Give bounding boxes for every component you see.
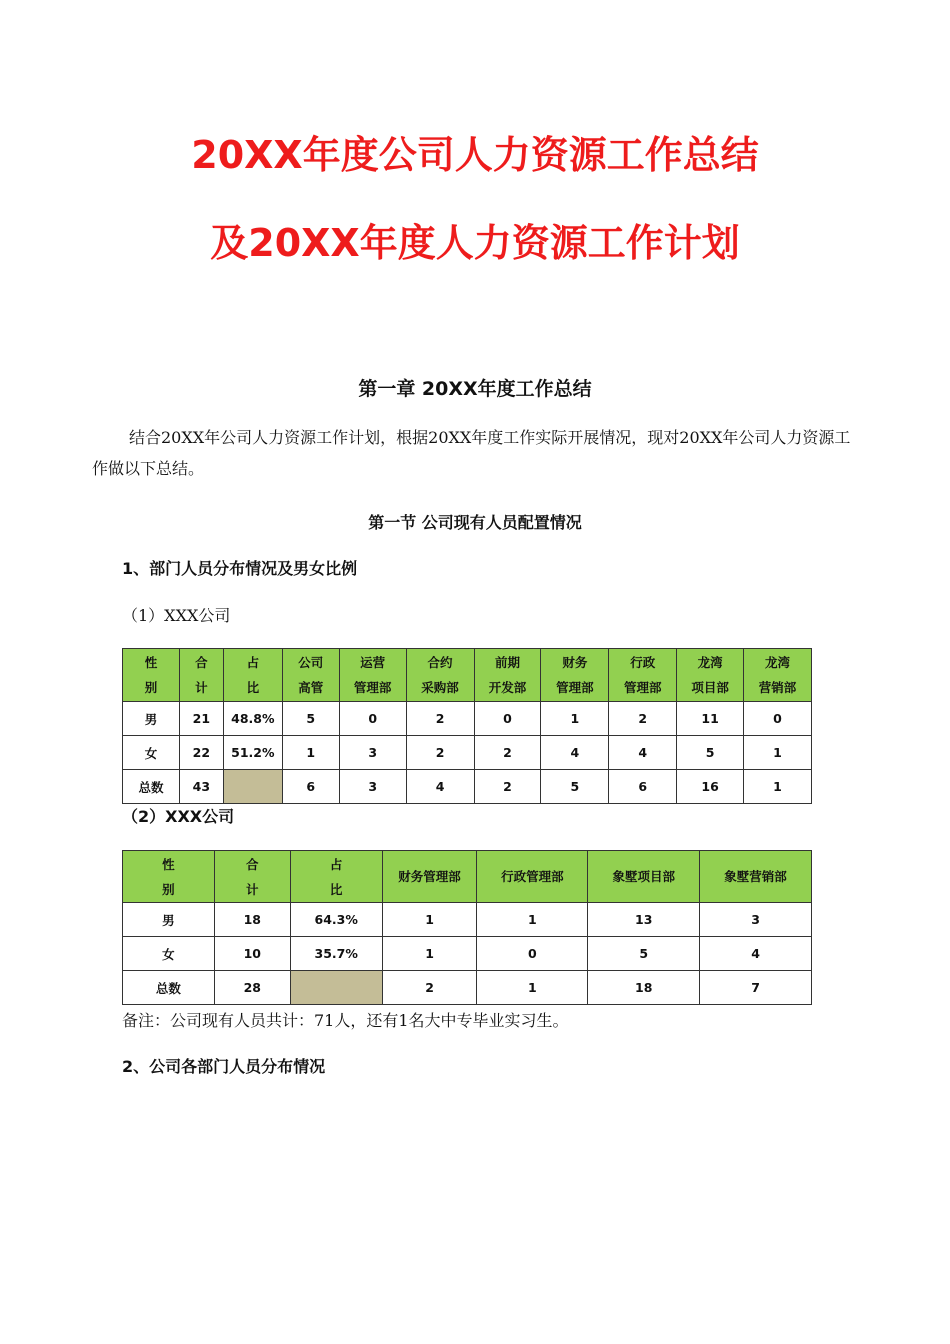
table-cell: 2 [474,770,541,804]
table-cell: 35.7% [290,937,382,971]
header-text: 性 [144,655,158,670]
table-cell: 2 [406,736,474,770]
header-text: 前期 [494,655,520,670]
table-cell: 3 [700,903,812,937]
table-row [123,770,812,804]
table-cell [223,770,282,804]
table-cell: 1 [744,736,812,770]
header-text: 开发部 [488,680,527,695]
table-cell: 16 [677,770,744,804]
header-text: 财务 [562,655,588,670]
header-text: 行政 [630,655,656,670]
table-cell: 1 [382,937,477,971]
header-cell [588,851,700,903]
header-cell [179,649,223,702]
header-text: 龙湾 [697,655,723,670]
header-text: 龙湾 [765,655,791,670]
header-text: 别 [144,680,158,695]
table-cell: 5 [541,770,609,804]
header-cell [282,649,339,702]
header-text: 高管 [298,680,324,695]
header-text: 营销部 [758,680,797,695]
header-text: 性 [162,856,175,872]
header-text: 管理部 [623,680,662,695]
header-text: 比 [329,881,343,897]
table-cell: 1 [477,971,588,1005]
table-cell: 5 [588,937,700,971]
header-cell [382,851,477,903]
table-cell: 总数 [123,770,180,804]
header-text: 管理部 [556,680,594,695]
table-cell: 6 [609,770,677,804]
table-cell: 0 [474,702,541,736]
header-text: 合 [246,856,259,872]
section-heading: 第一节 公司现有人员配置情况 [368,513,582,532]
table-cell: 4 [406,770,474,804]
table-cell: 6 [282,770,339,804]
table-cell: 28 [214,971,290,1005]
header-cell [609,649,677,702]
table-cell: 11 [677,702,744,736]
table-row [123,702,812,736]
header-text: 占 [329,856,343,872]
table-cell: 4 [700,937,812,971]
subheading-company-2: （2）XXX公司 [122,807,235,826]
header-text: 项目部 [691,680,729,695]
chapter-heading: 第一章 20XX年度工作总结 [358,378,592,400]
header-cell [474,649,541,702]
intro-paragraph: 结合20XX年公司人力资源工作计划，根据20XX年度工作实际开展情况，现对20XX年公司人力资源工作做以下总结。 [92,428,851,478]
table-cell [290,971,382,1005]
document-title-line2: 及20XX年度人力资源工作计划 [210,221,740,265]
table-cell: 5 [282,702,339,736]
header-text: 管理部 [353,680,392,695]
header-text: 财务管理部 [398,869,461,884]
table-row [123,971,812,1005]
header-text: 计 [246,881,259,897]
table-cell: 2 [474,736,541,770]
header-cell [339,649,406,702]
table-cell: 1 [382,903,477,937]
table-cell: 0 [477,937,588,971]
table-cell: 1 [541,702,609,736]
header-text: 计 [195,680,208,695]
table-cell: 22 [179,736,223,770]
table-cell: 3 [339,736,406,770]
subheading-company-1: （1）XXX公司 [122,606,231,625]
staff-table-company-2 [122,850,812,1005]
header-cell [700,851,812,903]
table-cell: 总数 [123,971,215,1005]
header-text: 象墅营销部 [724,869,787,884]
table-cell: 5 [677,736,744,770]
table-row [123,736,812,770]
table-cell: 7 [700,971,812,1005]
table-cell: 43 [179,770,223,804]
table-cell: 18 [588,971,700,1005]
table-cell: 13 [588,903,700,937]
header-cell [123,851,215,903]
table-cell: 3 [339,770,406,804]
table-cell: 男 [123,903,215,937]
table-row [123,937,812,971]
header-text: 象墅项目部 [612,869,675,884]
header-cell [477,851,588,903]
header-cell [541,649,609,702]
table-cell: 女 [123,937,215,971]
header-text: 占 [246,655,260,670]
item-heading-1: 1、部门人员分布情况及男女比例 [122,559,358,578]
header-cell [123,649,180,702]
table-cell: 2 [382,971,477,1005]
staff-table-company-1 [122,648,812,804]
table-cell: 51.2% [223,736,282,770]
header-text: 运营 [360,655,386,670]
header-cell [677,649,744,702]
table-cell: 2 [609,702,677,736]
header-cell [223,649,282,702]
item-heading-2: 2、公司各部门人员分布情况 [122,1057,326,1076]
table-cell: 女 [123,736,180,770]
table-cell: 48.8% [223,702,282,736]
document-title-line1: 20XX年度公司人力资源工作总结 [191,133,759,177]
table-cell: 1 [744,770,812,804]
header-text: 采购部 [421,680,459,695]
header-text: 比 [246,680,260,695]
table-cell: 0 [744,702,812,736]
staff-note: 备注：公司现有人员共计：71人，还有1名大中专毕业实习生。 [122,1011,569,1030]
table-cell: 64.3% [290,903,382,937]
header-cell [290,851,382,903]
header-text: 合约 [427,655,453,670]
table-cell: 1 [477,903,588,937]
table-cell: 21 [179,702,223,736]
table-cell: 4 [609,736,677,770]
header-text: 别 [162,881,175,897]
table-cell: 男 [123,702,180,736]
header-text: 行政管理部 [501,869,564,884]
table-cell: 0 [339,702,406,736]
table-row [123,903,812,937]
header-cell [406,649,474,702]
table-cell: 1 [282,736,339,770]
table-cell: 10 [214,937,290,971]
header-text: 公司 [298,655,324,670]
header-cell [744,649,812,702]
header-text: 合 [195,655,208,670]
table-cell: 2 [406,702,474,736]
table-cell: 4 [541,736,609,770]
table-cell: 18 [214,903,290,937]
header-cell [214,851,290,903]
